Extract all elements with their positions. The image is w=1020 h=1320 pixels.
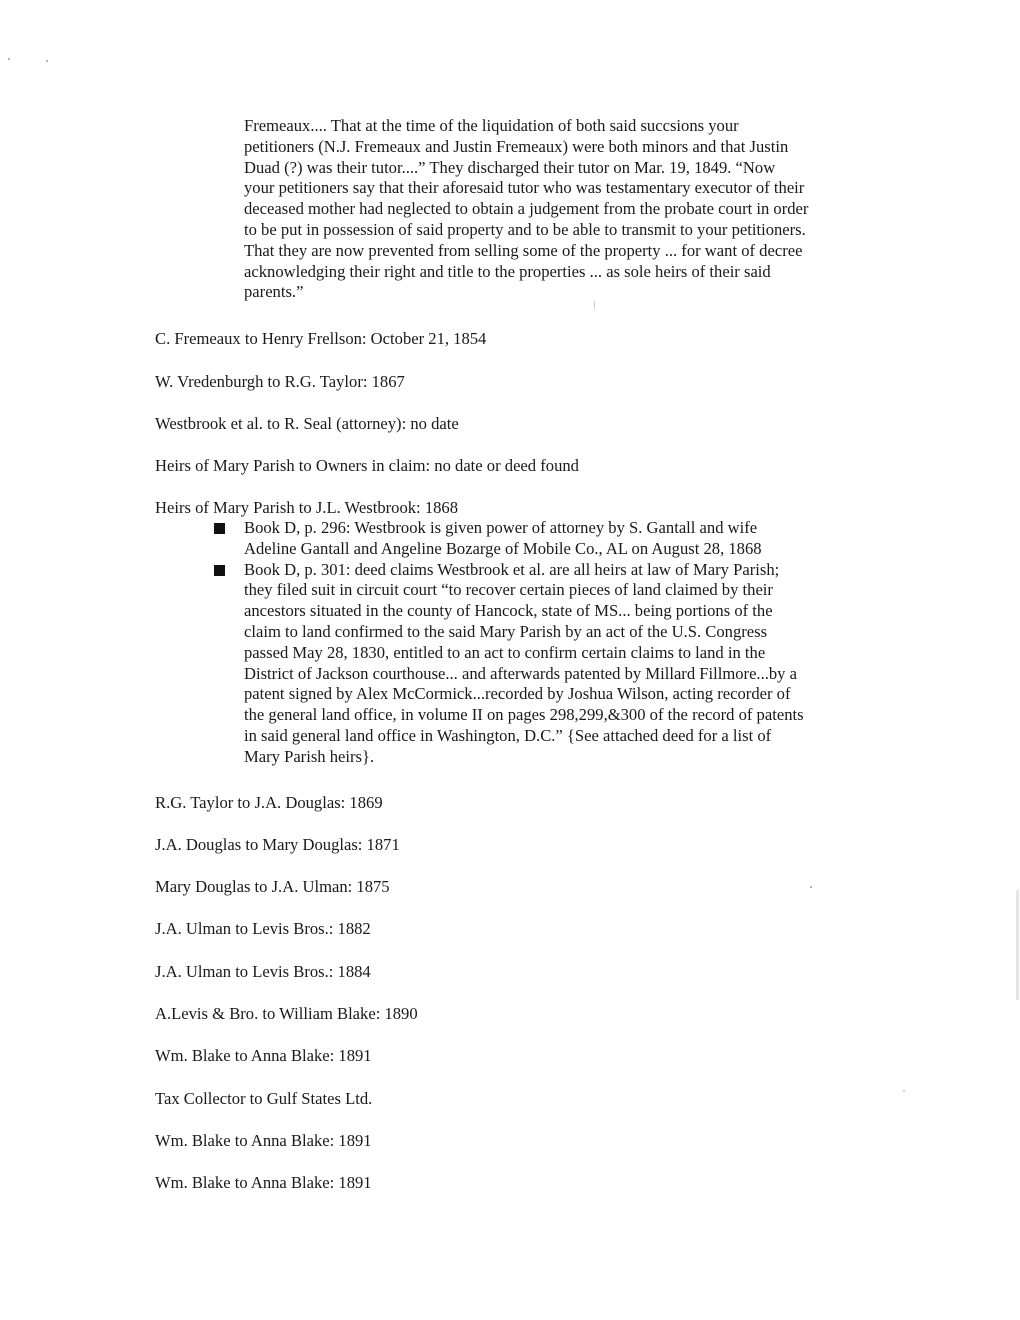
bullet-item xyxy=(210,560,890,768)
square-bullet-icon xyxy=(214,565,225,576)
title-transfer-entry: A.Levis & Bro. to William Blake: 1890 xyxy=(155,1004,418,1023)
bullet-line: patent signed by Alex McCormick...recorded by Joshua Wilson, acting recorder of xyxy=(244,684,791,704)
bullet-line: Book D, p. 296: Westbrook is given power of attorney by S. Gantall and wife xyxy=(244,518,758,537)
deed-bullet-list xyxy=(210,518,890,768)
scan-speck xyxy=(46,60,48,62)
title-transfer-entry: Mary Douglas to J.A. Ulman: 1875 xyxy=(155,877,390,896)
bullet-line: ancestors situated in the county of Hancock, state of MS... being portions of the xyxy=(244,601,773,621)
scan-speck xyxy=(8,58,10,60)
title-transfer-entry: R.G. Taylor to J.A. Douglas: 1869 xyxy=(155,793,383,812)
title-transfer-entry: W. Vredenburgh to R.G. Taylor: 1867 xyxy=(155,372,405,391)
paragraph-line: parents.” xyxy=(244,282,304,302)
title-transfer-entry: Wm. Blake to Anna Blake: 1891 xyxy=(155,1173,372,1192)
title-transfer-entry: Tax Collector to Gulf States Ltd. xyxy=(155,1089,373,1108)
scan-speck xyxy=(903,1090,905,1092)
paragraph-line: acknowledging their right and title to the properties ... as sole heirs of their said xyxy=(244,261,771,281)
bullet-line: District of Jackson courthouse... and afterwards patented by Millard Fillmore...by a xyxy=(244,663,797,683)
quoted-petition-paragraph xyxy=(244,116,884,303)
bullet-line: claim to land confirmed to the said Mary Parish by an act of the U.S. Congress xyxy=(244,621,768,641)
title-transfer-entry: J.A. Ulman to Levis Bros.: 1882 xyxy=(155,919,371,938)
title-transfer-entry: C. Fremeaux to Henry Frellson: October 21, 1854 xyxy=(155,329,487,348)
bullet-line: Book D, p. 301: deed claims Westbrook et al. are all heirs at law of Mary Parish; xyxy=(244,559,780,579)
paragraph-line: petitioners (N.J. Fremeaux and Justin Fremeaux) were both minors and that Justin xyxy=(244,136,789,156)
title-transfer-entry: Wm. Blake to Anna Blake: 1891 xyxy=(155,1131,372,1150)
paragraph-line: Fremeaux.... That at the time of the liquidation of both said succsions your xyxy=(244,116,739,135)
title-transfer-entry: Westbrook et al. to R. Seal (attorney): no date xyxy=(155,414,459,433)
bullet-line: they filed suit in circuit court “to recover certain pieces of land claimed by their xyxy=(244,580,773,600)
title-transfer-entry: Heirs of Mary Parish to Owners in claim: no date or deed found xyxy=(155,456,579,475)
paragraph-line: That they are now prevented from selling some of the property ... for want of decree xyxy=(244,240,803,260)
scan-speck xyxy=(810,886,812,888)
title-transfer-entry: J.A. Douglas to Mary Douglas: 1871 xyxy=(155,835,400,854)
bullet-line: Adeline Gantall and Angeline Bozarge of Mobile Co., AL on August 28, 1868 xyxy=(244,538,762,558)
title-transfer-entry: J.A. Ulman to Levis Bros.: 1884 xyxy=(155,962,371,981)
paragraph-line: Duad (?) was their tutor....” They discharged their tutor on Mar. 19, 1849. “Now xyxy=(244,157,776,177)
paragraph-line: your petitioners say that their aforesaid tutor who was testamentary executor of their xyxy=(244,178,805,198)
title-transfer-entry: Heirs of Mary Parish to J.L. Westbrook: 1868 xyxy=(155,498,459,517)
bullet-line: passed May 28, 1830, entitled to an act to confirm certain claims to land in the xyxy=(244,642,766,662)
bullet-line: the general land office, in volume II on pages 298,299,&300 of the record of patents xyxy=(244,705,804,725)
title-transfer-entry: Wm. Blake to Anna Blake: 1891 xyxy=(155,1046,372,1065)
paragraph-line: to be put in possession of said property and to be able to transmit to your petitioners. xyxy=(244,219,806,239)
scan-speck xyxy=(594,300,595,310)
bullet-item xyxy=(210,518,890,560)
paragraph-line: deceased mother had neglected to obtain a judgement from the probate court in order xyxy=(244,199,809,219)
bullet-line: Mary Parish heirs}. xyxy=(244,746,375,766)
square-bullet-icon xyxy=(214,523,225,534)
scan-edge-shadow xyxy=(1016,890,1019,1000)
bullet-line: in said general land office in Washington, D.C.” {See attached deed for a list of xyxy=(244,725,772,745)
